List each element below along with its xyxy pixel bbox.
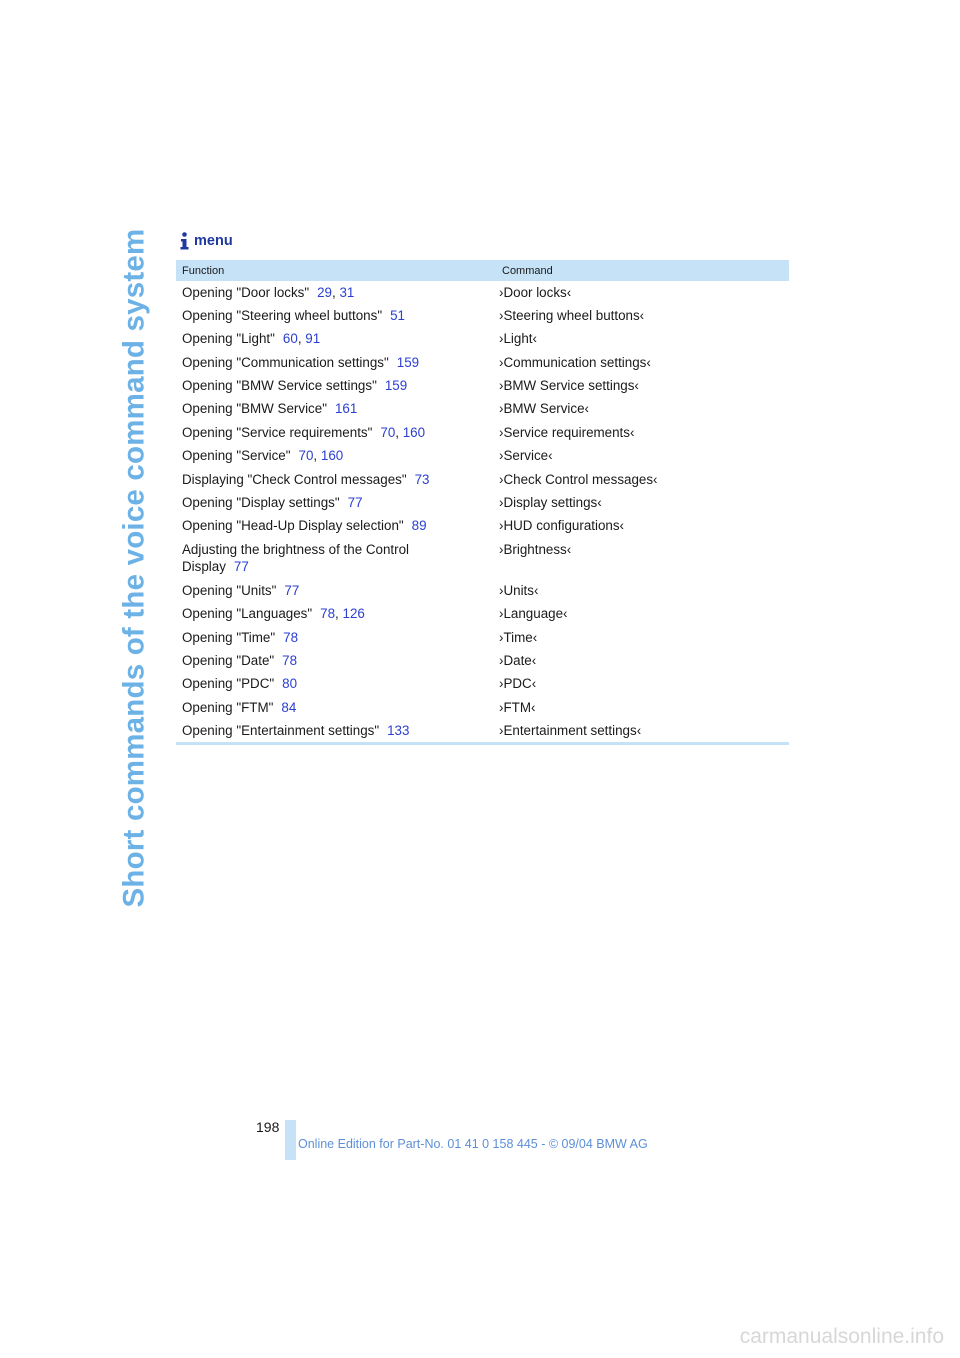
column-header-command: Command	[495, 260, 789, 281]
function-text: Opening "FTM"	[182, 699, 274, 715]
page-references	[282, 676, 297, 691]
voice-command-table	[176, 260, 789, 743]
table-row	[176, 375, 789, 398]
column-header-function: Function	[176, 260, 495, 281]
table-row	[176, 603, 789, 626]
function-text: Opening "Light"	[182, 331, 275, 347]
function-cell	[176, 281, 495, 304]
page-reference-link[interactable]: 78	[320, 606, 336, 622]
table-row	[176, 515, 789, 538]
table-row	[176, 579, 789, 602]
page-reference-link[interactable]: 78	[282, 652, 298, 668]
table-row	[176, 281, 789, 304]
function-text: Opening "Time"	[182, 629, 276, 645]
page-reference-link[interactable]: 80	[282, 676, 298, 692]
function-cell	[176, 626, 495, 649]
page-references	[320, 606, 365, 621]
function-text: Opening "Head-Up Display selection"	[182, 518, 404, 534]
side-chapter-title-text: Short commands of the voice command system	[117, 228, 151, 908]
command-cell: ›Date‹	[499, 652, 537, 668]
command-cell: ›Display settings‹	[499, 495, 602, 511]
page-reference-link[interactable]: 31	[339, 284, 355, 300]
function-cell	[176, 328, 495, 351]
table-body	[176, 281, 789, 743]
page-references	[390, 308, 405, 323]
command-cell: ›PDC‹	[499, 676, 537, 692]
page-reference-link[interactable]: 77	[284, 582, 300, 598]
side-chapter-title	[116, 230, 152, 906]
page-reference-link[interactable]: 159	[396, 354, 420, 370]
command-cell: ›HUD configurations‹	[499, 518, 625, 534]
table-row	[176, 492, 789, 515]
function-cell	[176, 649, 495, 672]
function-text: Opening "Display settings"	[182, 495, 340, 511]
function-cell	[176, 515, 495, 538]
function-text: Opening "Entertainment settings"	[182, 723, 380, 739]
page-reference-link[interactable]: 133	[387, 723, 410, 739]
page-references	[387, 723, 409, 738]
command-cell: ›Units‹	[499, 582, 539, 598]
function-text: Opening "Steering wheel buttons"	[182, 307, 383, 323]
command-cell: ›BMW Service settings‹	[499, 378, 639, 394]
function-cell	[176, 696, 495, 719]
table-row	[176, 626, 789, 649]
reference-separator: ,	[297, 331, 306, 347]
function-cell	[176, 421, 495, 444]
function-text: Opening "Units"	[182, 582, 277, 598]
table-row	[176, 649, 789, 672]
page-reference-link[interactable]: 126	[342, 606, 365, 622]
command-cell: ›Service‹	[499, 448, 553, 464]
function-cell	[176, 603, 495, 626]
command-cell: ›Brightness‹	[499, 541, 572, 557]
section-heading-label: menu	[194, 233, 233, 249]
function-cell	[176, 720, 495, 743]
function-cell	[176, 351, 495, 374]
table-bottom-rule	[176, 742, 789, 745]
page-references	[348, 495, 363, 510]
page-reference-link[interactable]: 84	[281, 699, 297, 715]
footer-edition-note: Online Edition for Part-No. 01 41 0 158 445 - © 09/04 BMW AG	[298, 1137, 648, 1151]
table-row	[176, 696, 789, 719]
footer-accent-bar	[285, 1120, 296, 1160]
page-references	[299, 448, 344, 463]
reference-separator: ,	[332, 284, 340, 300]
command-cell: ›Steering wheel buttons‹	[499, 307, 645, 323]
table-row	[176, 720, 789, 743]
reference-separator: ,	[395, 424, 403, 440]
page-references	[234, 559, 249, 574]
function-text: Opening "Service requirements"	[182, 424, 373, 440]
table-row	[176, 304, 789, 327]
section-heading	[179, 230, 233, 252]
page-references	[283, 630, 298, 645]
function-cell	[176, 673, 495, 696]
page-reference-link[interactable]: 51	[390, 307, 405, 323]
function-cell	[176, 375, 495, 398]
function-text-line2: Display	[182, 559, 226, 575]
function-cell	[176, 492, 495, 515]
page-reference-link[interactable]: 161	[334, 401, 358, 417]
table-row	[176, 445, 789, 468]
function-cell	[176, 445, 495, 468]
page-references	[283, 331, 320, 346]
reference-separator: ,	[313, 448, 321, 464]
page-reference-link[interactable]: 70	[380, 424, 396, 440]
page-reference-link[interactable]: 160	[320, 448, 344, 464]
function-text: Opening "Date"	[182, 652, 275, 668]
command-cell: ›Language‹	[499, 606, 568, 622]
page-reference-link[interactable]: 60	[282, 331, 298, 347]
page-references	[284, 583, 299, 598]
page-reference-link[interactable]: 159	[384, 378, 408, 394]
command-cell: ›Service requirements‹	[499, 424, 635, 440]
table-row	[176, 421, 789, 444]
page-reference-link[interactable]: 77	[347, 495, 363, 511]
command-cell: ›Time‹	[499, 629, 538, 645]
page-reference-link[interactable]: 89	[411, 518, 427, 534]
function-text: Opening "BMW Service"	[182, 401, 327, 417]
function-text: Opening "Languages"	[182, 606, 313, 622]
page-reference-link[interactable]: 29	[317, 284, 333, 300]
function-cell	[176, 304, 495, 327]
table-row	[176, 351, 789, 374]
command-cell: ›Entertainment settings‹	[499, 723, 642, 739]
command-cell: ›BMW Service‹	[499, 401, 590, 417]
function-cell	[176, 468, 495, 491]
function-text: Opening "Door locks"	[182, 284, 310, 300]
page-reference-link[interactable]: 73	[414, 471, 430, 487]
command-cell: ›FTM‹	[499, 699, 536, 715]
command-cell: ›Check Control messages‹	[499, 471, 658, 487]
table-row	[176, 468, 789, 491]
reference-separator: ,	[335, 606, 343, 622]
page-references	[412, 518, 427, 533]
page-references	[385, 378, 407, 393]
table-row	[176, 538, 789, 579]
page-references	[317, 285, 354, 300]
watermark: carmanualsonline.info	[739, 1325, 944, 1348]
command-cell: ›Communication settings‹	[499, 354, 651, 370]
page-references	[281, 700, 296, 715]
function-text: Opening "Service"	[182, 448, 291, 464]
table-row	[176, 673, 789, 696]
page-reference-link[interactable]: 70	[298, 448, 314, 464]
page-reference-link[interactable]: 77	[233, 559, 249, 575]
function-cell	[176, 579, 495, 602]
table-row	[176, 328, 789, 351]
function-text: Opening "PDC"	[182, 676, 275, 692]
page-reference-link[interactable]: 78	[283, 629, 299, 645]
command-cell: ›Door locks‹	[499, 284, 572, 300]
page-references	[335, 401, 357, 416]
page-references	[380, 425, 425, 440]
info-icon	[179, 232, 189, 250]
function-text: Adjusting the brightness of the Control	[182, 541, 410, 557]
page-reference-link[interactable]: 160	[402, 424, 426, 440]
page-references	[282, 653, 297, 668]
page-references	[397, 355, 419, 370]
page-references	[415, 472, 430, 487]
function-text: Opening "Communication settings"	[182, 354, 389, 370]
function-cell	[176, 538, 495, 579]
function-cell	[176, 398, 495, 421]
table-header-row	[176, 260, 789, 281]
function-text: Displaying "Check Control messages"	[182, 471, 407, 487]
page-number: 198	[256, 1119, 280, 1135]
function-text: Opening "BMW Service settings"	[182, 378, 377, 394]
table-row	[176, 398, 789, 421]
command-cell: ›Light‹	[499, 331, 537, 347]
page-reference-link[interactable]: 91	[305, 331, 321, 347]
